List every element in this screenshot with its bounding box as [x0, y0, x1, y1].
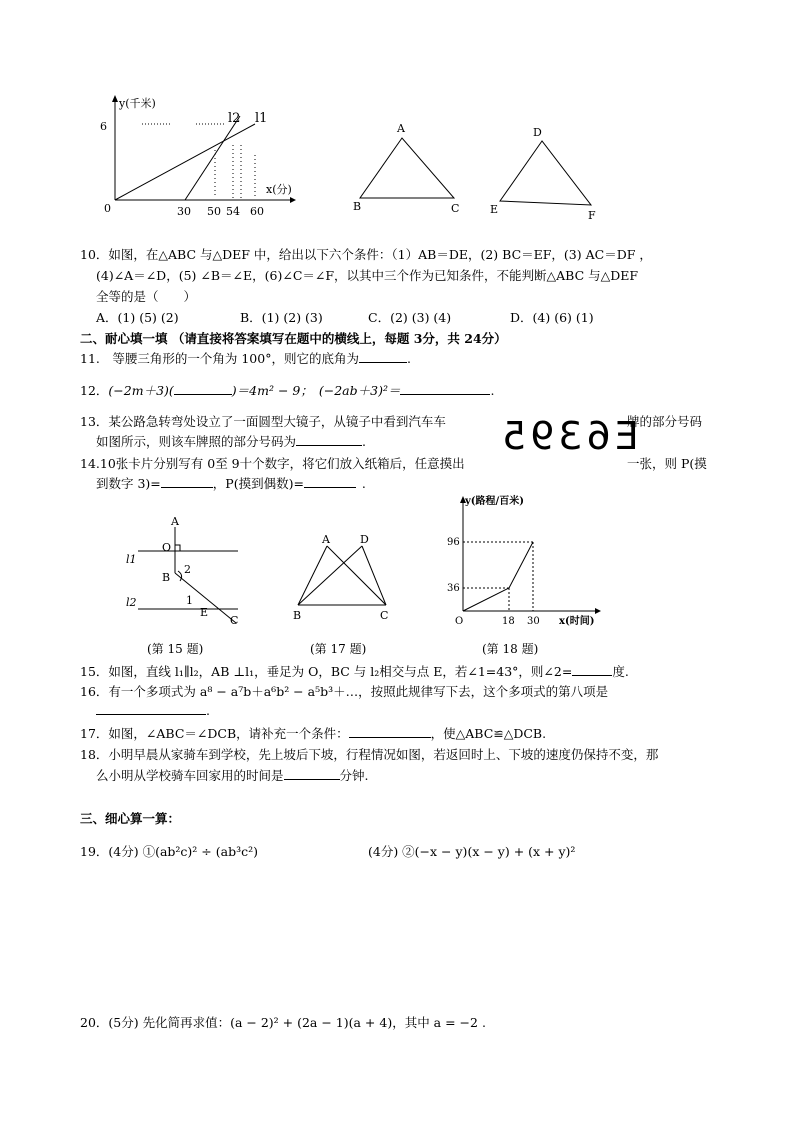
graph-y-label: y(千米) — [119, 97, 156, 110]
svg-text:F: F — [588, 209, 596, 222]
svg-text:y(路程/百米): y(路程/百米) — [465, 496, 524, 507]
q13-line2: 如图所示，则该车牌照的部分号码为 . — [96, 434, 366, 449]
q10-option-c: C．(2) (3) (4) — [368, 310, 452, 325]
q10-line1: 10．如图，在△ABC 与△DEF 中，给出以下六个条件：（1）AB＝DE，(2) BC＝EF，(3) AC＝DF ， — [80, 247, 652, 262]
mirrored-plate: E6395 — [498, 414, 639, 458]
fig18-caption: (第 18 题) — [482, 642, 539, 656]
svg-text:30: 30 — [527, 616, 540, 627]
q13-line1: 13．某公路急转弯处设立了一面圆型大镜子，从镜子中看到汽车车 — [80, 414, 446, 429]
figure-17 — [288, 533, 398, 628]
q16-answer-blank[interactable] — [96, 702, 206, 715]
fig17-caption: (第 17 题) — [310, 642, 367, 656]
q10-option-d: D．(4) (6) (1) — [510, 310, 594, 325]
svg-text:O: O — [455, 616, 464, 627]
q18-answer-blank[interactable] — [284, 767, 340, 780]
q14-line1: 14.10张卡片分别写有 0至 9十个数字，将它们放入纸箱后，任意摸出 — [80, 456, 465, 471]
svg-text:B: B — [293, 609, 302, 622]
svg-text:E: E — [200, 606, 209, 619]
distance-time-graph — [100, 90, 300, 220]
q10-line3: 全等的是（ ） — [96, 289, 197, 304]
q14-line2: 到数字 3)= ，P(摸到偶数)= . — [96, 476, 366, 491]
q20: 20．(5分) 先化简再求值：(a − 2)² + (2a − 1)(a + 4)，其中 a = −2 . — [80, 1015, 486, 1030]
route-line — [463, 542, 533, 611]
svg-text:C: C — [230, 614, 239, 627]
label-l2: l2 — [228, 111, 241, 126]
q17-answer-blank[interactable] — [349, 725, 431, 738]
line-l1 — [115, 124, 255, 200]
q11: 11. 等腰三角形的一个角为 100°，则它的底角为 . — [80, 351, 411, 366]
q16-answer: . — [96, 702, 210, 718]
q12-answer-blank-2[interactable] — [400, 382, 490, 395]
q19-part1: 19．(4分) ①(ab²c)² ÷ (ab³c²) — [80, 844, 258, 859]
svg-text:1: 1 — [186, 594, 193, 607]
svg-text:l2: l2 — [126, 596, 137, 609]
svg-text:36: 36 — [447, 583, 460, 594]
q13-line1-end: 牌的部分号码 — [627, 414, 703, 429]
fig15-caption: (第 15 题) — [147, 642, 204, 656]
q10-option-b: B．(1) (2) (3) — [240, 310, 323, 325]
svg-text:D: D — [360, 533, 369, 546]
svg-text:l1: l1 — [126, 553, 137, 566]
svg-text:B: B — [162, 571, 171, 584]
svg-text:B: B — [353, 200, 362, 213]
svg-text:C: C — [380, 609, 389, 622]
svg-text:D: D — [533, 126, 542, 139]
figure-18 — [445, 493, 615, 628]
svg-text:C: C — [451, 202, 460, 215]
q18-line1: 18．小明早晨从家骑车到学校，先上坡后下坡，行程情况如图，若返回时上、下坡的速度仍保持不变，那 — [80, 747, 659, 762]
svg-text:96: 96 — [447, 537, 460, 548]
q19-part2: (4分) ②(−x − y)(x − y) + (x + y)² — [368, 844, 576, 859]
section2-title: 二、耐心填一填 （请直接将答案填写在题中的横线上，每题 3分，共 24分） — [80, 331, 507, 346]
svg-text:A: A — [322, 533, 330, 546]
graph-x-tick: 60 — [250, 205, 264, 218]
svg-text:A: A — [171, 515, 179, 528]
q14-answer-blank-2[interactable] — [304, 475, 356, 488]
graph-origin: 0 — [104, 202, 111, 215]
svg-text:E: E — [490, 203, 499, 216]
svg-text:A: A — [397, 122, 405, 135]
q12: 12．(−2m＋3)( )＝4m² − 9； (−2ab＋3)²＝ . — [80, 383, 495, 398]
q17: 17．如图，∠ABC＝∠DCB，请补充一个条件： ，使△ABC≌△DCB. — [80, 726, 547, 741]
triangle-abc — [350, 118, 470, 218]
q18-line2: 么小明从学校骑车回家用的时间是 分钟. — [96, 768, 369, 783]
q14-line1-end: 一张，则 P(摸 — [627, 456, 707, 471]
svg-text:x(时间): x(时间) — [559, 616, 595, 627]
figure-15 — [118, 515, 258, 660]
graph-x-label: x(分) — [266, 183, 292, 196]
q13-answer-blank[interactable] — [296, 433, 362, 446]
triangle-def — [488, 123, 608, 223]
q16: 16．有一个多项式为 a⁸ − a⁷b＋a⁶b² − a⁵b³＋…，按照此规律写下去，这个多项式的第八项是 — [80, 684, 609, 699]
q15: 15．如图，直线 l₁∥l₂，AB ⊥l₁，垂足为 O，BC 与 l₂相交与点 E，若∠1=43°，则∠2= 度. — [80, 664, 629, 679]
graph-x-tick: 30 — [177, 205, 191, 218]
graph-y-value: 6 — [100, 120, 107, 133]
svg-text:18: 18 — [502, 616, 515, 627]
q10-line2: (4)∠A＝∠D，(5) ∠B＝∠E，(6)∠C＝∠F，以其中三个作为已知条件，不能判断△ABC 与△DEF — [96, 268, 639, 283]
q12-answer-blank-1[interactable] — [174, 382, 232, 395]
graph-x-tick: 50 — [207, 205, 221, 218]
svg-text:O: O — [162, 541, 172, 554]
section3-title: 三、细心算一算： — [80, 811, 181, 826]
q11-answer-blank[interactable] — [359, 350, 407, 363]
q14-answer-blank-1[interactable] — [161, 475, 213, 488]
q15-answer-blank[interactable] — [572, 663, 612, 676]
graph-x-tick: 54 — [226, 205, 240, 218]
q10-option-a: A．(1) (5) (2) — [96, 310, 179, 325]
label-l1: l1 — [255, 111, 268, 126]
svg-text:2: 2 — [184, 563, 191, 576]
